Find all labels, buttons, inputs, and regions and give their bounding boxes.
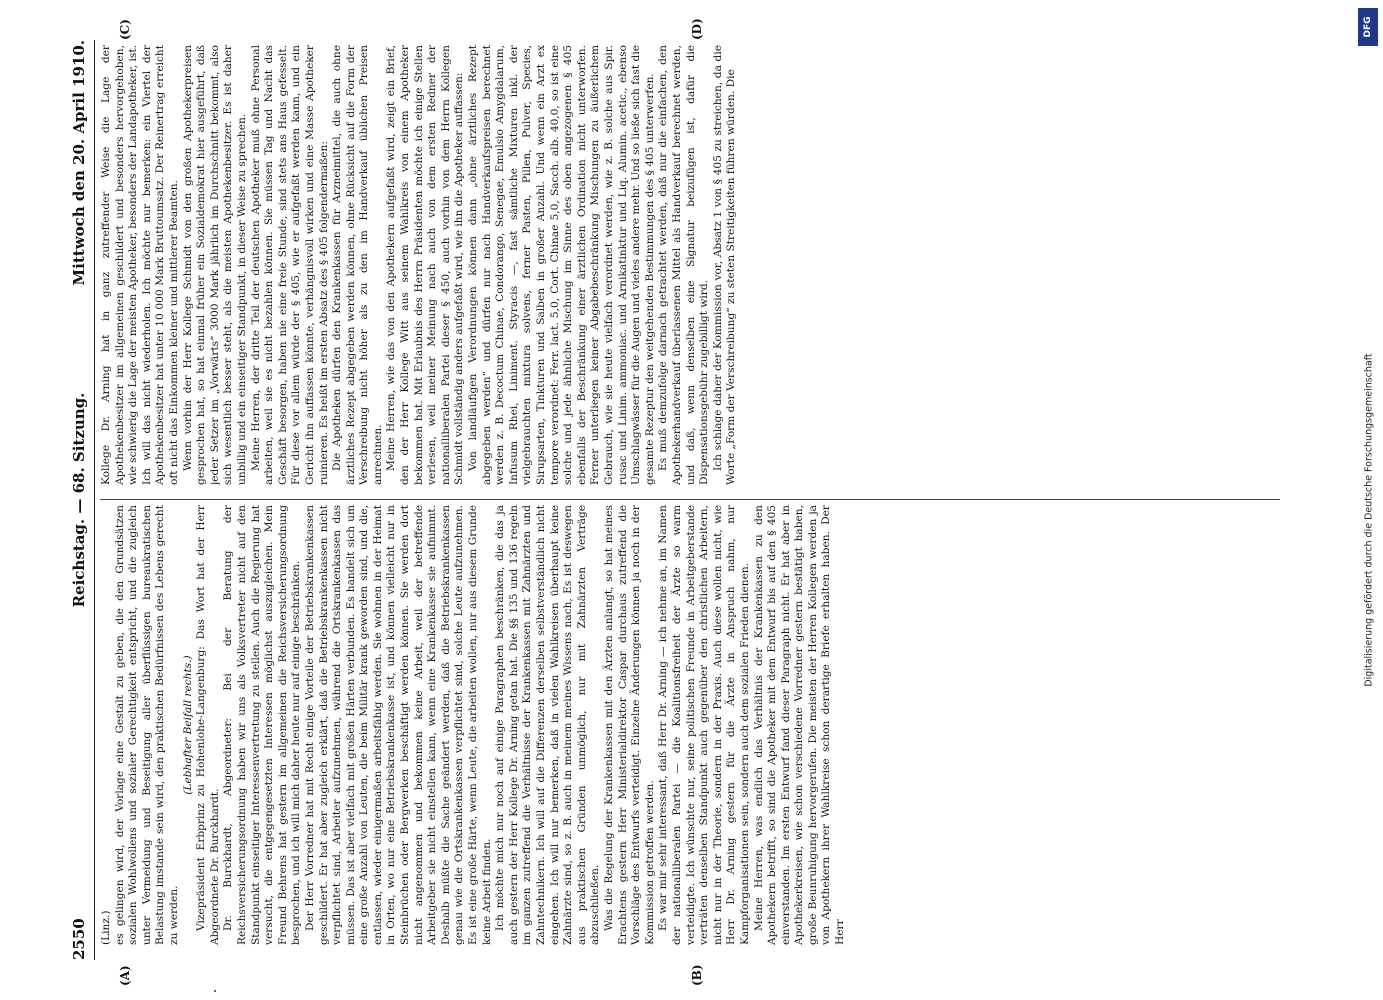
- paragraph: Der Herr Vorredner hat mit Recht einige Vorteile der Betriebskrankenkassen geschildert. Er hat aber zugleich erklärt, daß die Betriebskrankenkassen nicht verpflichtet sind, Arbeiter aufzunehmen, während die Ortskrankenkassen das müssen. Das ist aber vielfach mit großen Härten verbunden. Es handelt sich um eine große Anzahl von Leuten, die beim Militär krank geworden sind, und die, entlassen, wieder einigermaßen arbeitsfähig werden. Sie wohnen in der Heimat in Orten, wo nur eine Betriebskrankenkasse ist, und können vielleicht nur in Steinbrüchen oder Bergwerken beschäftigt werden können. Sie werden dort nicht angenommen und bekommen keine Arbeit, weil der betreffende Arbeitgeber sie nicht einstellen kann, wenn eine Krankenkasse sie aufnimmt. Deshalb müßte die Sache geändert werden, daß die Betriebskrankenkassen genau wie die Ortskrankenkassen verpflichtet sind, solche Leute aufzunehmen. Es ist eine große Härte, wenn Leute, die arbeiten wollen, nur aus diesem Grunde keine Arbeit finden.: [303, 505, 493, 945]
- quoted-paragraph: Es muß demzufolge darnach getrachtet werden, daß nur die einfachen, den Apothekerhandverkauf überlassenen Mittel als Handverkauf berechnet werden, und daß, wenn denselben eine Signatur beizufügen ist, dafür die Dispensationsgebühr zugebilligt wird.: [657, 45, 711, 485]
- margin-marker-d: (D): [690, 18, 704, 40]
- paragraph: Kollege Dr. Arning hat in ganz zutreffender Weise die Lage der Apothekenbesitzer im allgemeinen geschildert und besonders hervorgehoben, wie schwierig die Lage der meisten Apotheker, besonders der Landapotheker, ist. Ich will das nicht wiederholen. Ich möchte nur bemerken: ein Viertel der Apothekenbesitzer hat unter 10 000 Mark Bruttoumsatz. Der Reinertrag erreicht oft nicht das Einkommen kleiner und mittlerer Beamten.: [100, 45, 180, 485]
- page-header: [70, 40, 92, 960]
- page-number: 2550: [70, 918, 88, 960]
- dfg-logo: [1358, 8, 1378, 46]
- paragraph: Meine Herren, wie das von den Apothekern aufgefaßt wird, zeigt ein Brief, den der Herr Kollege Witt aus seinem Wahlkreis von einem Apotheker bekommen hat. Mit Erlaubnis des Herrn Präsidenten möchte ich einige Stellen verlesen, weil meiner Meinung nach auch von dem ersten Redner der nationalliberalen Partei dieser § 450, auch vorhin von dem Herrn Kollegen Schmidt vollständig anders aufgefaßt wird, wie ihn die Apotheker auffassen:: [385, 45, 466, 485]
- speaker-tag: (Linz.): [100, 910, 112, 945]
- paragraph: Vizepräsident Erbprinz zu Hohenlohe-Langenburg: Das Wort hat der Herr Abgeordnete Dr. Burckhardt.: [195, 505, 221, 945]
- quoted-paragraph: Die Apotheken dürfen den Krankenkassen für Arzneimittel, die auch ohne ärztliches Rezept abgegeben werden können, ohne Rücksicht auf die Form der Verschreibung nicht höher als zu den im Handverkauf üblichen Preisen anrechnen.: [331, 45, 384, 485]
- header-title: Reichstag. — 68. Sitzung.: [70, 392, 88, 608]
- quoted-paragraph: Von landläufigen Verordnungen können dann „ohne ärztliches Rezept abgegeben werden“ und dürfen nur nach Handverkaufspreisen berechnet werden z. B. Decoctum Chinae, Condorango, Senegae, Emulsio Amygdalarum, Infusum Rhei, Liniment. Styracis —, fast sämtliche Mixturen inkl. der vielgebrauchten mixtura solvens, ferner Pasten, Pillen, Pulver, Species, Sirupsarten, Tinkturen und Salben in großer Anzahl. Und wenn ein Arzt ex tempore verordnet: Ferr. lact. 5,0, Cort. Chinae 5,0, Sacch. alb. 40,0, so ist eine solche und jede ähnliche Mischung im Sinne des oben angezogenen § 405 ebenfalls der Beschränkung einer ärztlichen Ordination nicht unterworfen. Ferner unterliegen keiner Abgabebeschränkung Mischungen zu äußerlichem Gebrauch, wie sie heute vielfach verordnet werden, wie z. B. solche aus Spir. rusac und Linim. ammoniac. und Arnikatinktur und Liq. Alumin. acetic., ebenso Umschlagwässer für die Augen und vieles andere mehr. Und so ließe sich fast die gesamte Rezeptur den weitgehenden Bestimmungen des § 405 unterwerfen.: [467, 45, 656, 485]
- paragraph: es gelingen wird, der Vorlage eine Gestalt zu geben, die den Grundsätzen sozialen Wohlwollens und sozialer Gerechtigkeit entspricht, und die zugleich unter Vermeidung und Beseitigung aller überflüssigen bureaukratischen Belastung imstande sein wird, den praktischen Bedürfnissen des Lebens gerecht zu werden.: [113, 505, 180, 945]
- scan-speck: [214, 990, 216, 992]
- applause-note: (Lebhafter Beifall rechts.): [181, 655, 194, 795]
- digitization-note-text: Digitalisierung gefördert durch die Deutsche Forschungsgemeinschaft: [1363, 353, 1375, 687]
- paragraph: Dr. Burckhardt, Abgeordneter: Bei der Beratung der Reichsversicherungsordnung haben wir uns als Volksvertreter nicht auf den Standpunkt einseitiger Interessenvertretung zu stellen. Auch die Regierung hat versucht, die entgegengesetzten Interessen möglichst auszugleichen. Mein Freund Behrens hat gestern im allgemeinen die Reichsversicherungsordnung besprochen, und ich will mich daher heute nur auf einige beschränken.: [222, 505, 303, 945]
- dfg-logo-text: DFG: [1363, 16, 1373, 38]
- paragraph: Es war mir sehr interessant, daß Herr Dr. Arning — ich nehme an, im Namen der nationalliberalen Partei — die Koalitionsfreiheit der Ärzte so warm verteidigte. Ich wünschte nur, seine politischen Freunde in Arbeitgeberstande verträten denselben Standpunkt auch gegenüber den christlichen Arbeitern, nicht nur in der Theorie, sondern in der Praxis. Auch diese wollen nicht, wie Herr Dr. Arning gestern für die Ärzte in Anspruch nahm, nur Kampforganisationen sein, sondern auch dem sozialen Frieden dienen.: [657, 505, 751, 945]
- right-column: [100, 45, 1280, 485]
- header-rule: [94, 40, 95, 960]
- paragraph: Ich möchte mich nur noch auf einige Paragraphen beschränken, die das ja auch gestern der Herr Kollege Dr. Arning getan hat. Die §§ 135 und 136 regeln im ganzen zutreffend die Verhältnisse der Krankenkassen mit Zahnärzten und Zahntechnikern. Ich will auf die Differenzen derselben selbstverständlich nicht eingehen. Ich will nur bemerken, daß in vielen Wahlkreisen überhaupt keine Zahnärzte sind, so z. B. auch in meinem meines Wissens nach, Es ist deswegen aus praktischen Gründen unmöglich, nur mit Zahnärzten Verträge abzuschließen.: [494, 505, 602, 945]
- paragraph: Was die Regelung der Krankenkassen mit den Ärzten anlangt, so hat meines Erachtens gestern Herr Ministerialdirektor Caspar durchaus zutreffend die Vorschläge des Entwurfs verteidigt. Einzelne Änderungen können ja noch in der Kommission getroffen werden.: [602, 505, 656, 945]
- paragraph: Wenn vorhin der Herr Kollege Schmidt von den großen Apothekerpreisen gesprochen hat, so hat einmal früher ein Sozialdemokrat hier ausgeführt, daß jeder Setzer im „Vorwärts“ 3000 Mark jährlich im Durchschnitt bekommt, also sich wesentlich besser steht, als die meisten Apothekenbesitzer. Es ist daher unbillig und ein einseitiger Standpunkt, in dieser Weise zu sprechen.: [181, 45, 248, 485]
- margin-marker-c: (C): [118, 19, 132, 40]
- column-divider: [100, 499, 1280, 500]
- margin-marker-a: (A): [118, 965, 132, 986]
- left-column: [100, 505, 1280, 945]
- paragraph: Ich schlage daher der Kommission vor, Absatz 1 von § 405 zu streichen, da die Worte „Form der Verschreibung“ zu steten Streitigkeiten führen würden. Die: [711, 45, 738, 485]
- margin-marker-b: (B): [690, 964, 704, 986]
- paragraph: Meine Herren, was endlich das Verhältnis der Krankenkassen zu den Apothekern betrifft, so sind die Apotheker mit dem Entwurf bis auf den § 405 einverstanden. Im ersten Entwurf fand dieser Paragraph nicht. Er hat aber in Apothekerkreisen, wie schon verschiedene Vorredner gestern bestätigt haben, große Beunruhigung hervorgerufen. Die meisten der Herren Kollegen werden ja von Apothekern ihrer Wahlkreise schon derartige Briefe erhalten haben. Der Herr: [752, 505, 847, 945]
- paragraph: Meine Herren, der dritte Teil der deutschen Apotheker muß ohne Personal arbeiten, weil sie es nicht bezahlen können. Sie müssen Tag und Nacht das Geschäft besorgen, haben nie eine freie Stunde, sind stets ans Haus gefesselt. Für diese vor allem würde der § 405, wie er aufgefaßt werden kann, und ein Gericht ihn auffassen könnte, verhängnisvoll wirken und eine Masse Apotheker ruinieren. Es heißt im ersten Absatz des § 405 folgendermaßen:: [249, 45, 330, 485]
- header-date: Mittwoch den 20. April 1910.: [70, 40, 88, 286]
